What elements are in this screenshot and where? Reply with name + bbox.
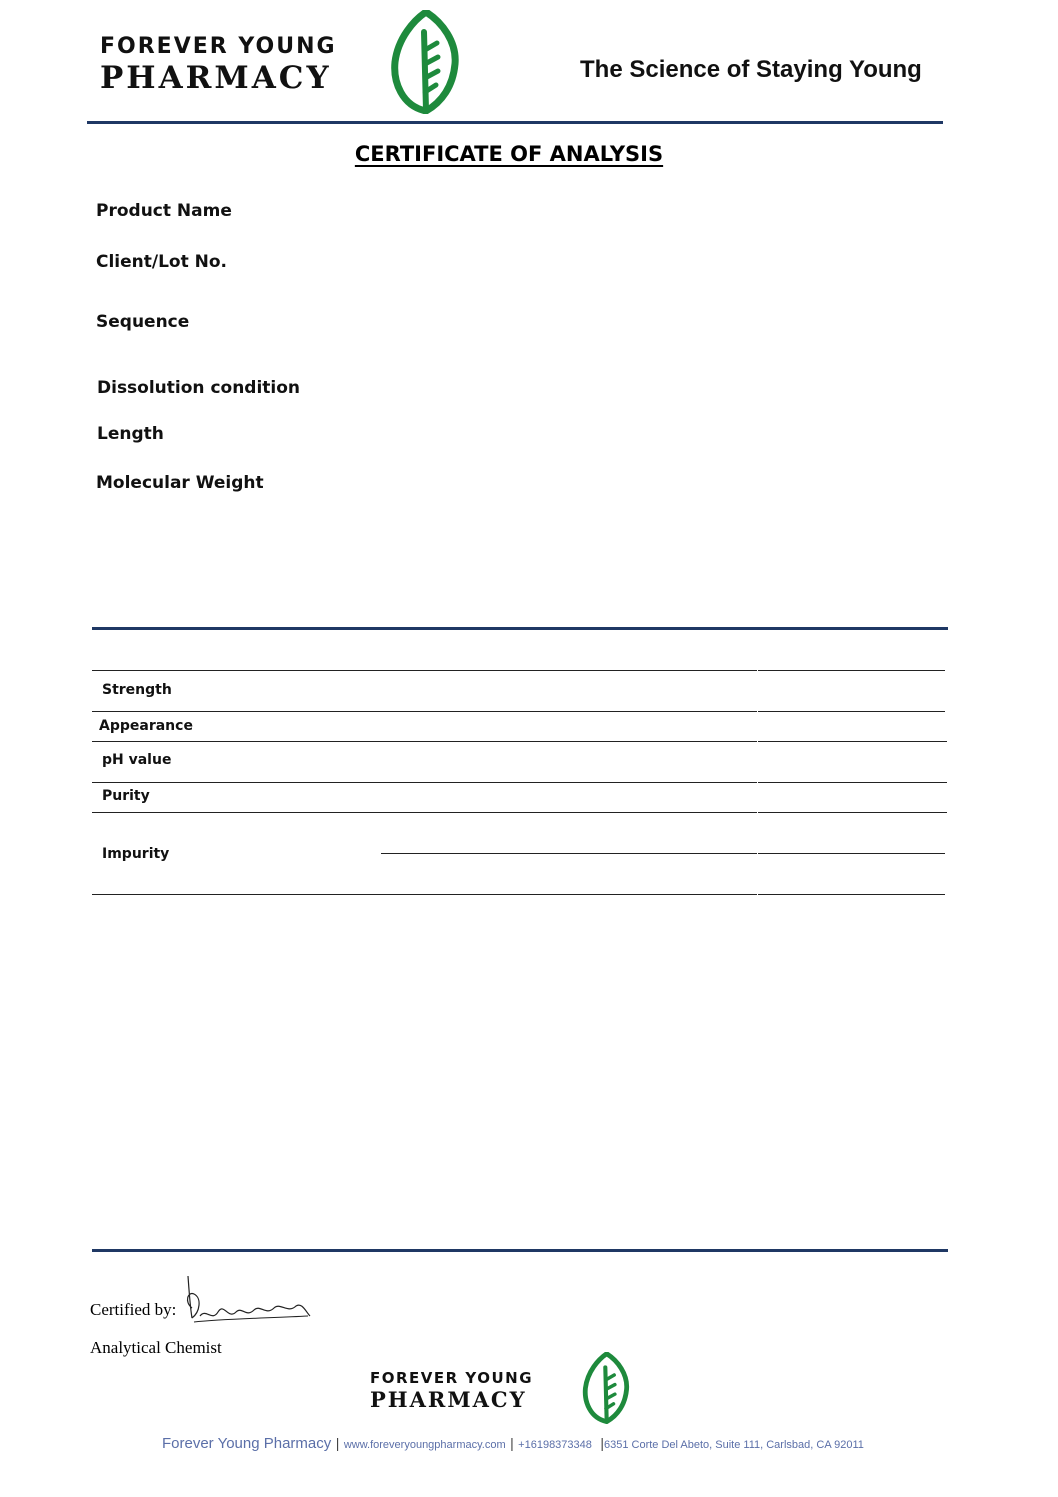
table-rule <box>92 741 757 742</box>
table-rule <box>381 853 757 854</box>
field-client-lot: Client/Lot No. <box>96 252 228 272</box>
table-rule <box>758 812 947 813</box>
leaf-icon <box>582 1352 630 1424</box>
footer-divider <box>92 1249 948 1252</box>
section-divider <box>92 627 948 630</box>
footer-contact <box>162 1435 864 1453</box>
table-rule <box>758 782 947 783</box>
table-row-appearance: Appearance <box>99 718 193 734</box>
footer-separator: | <box>510 1435 514 1451</box>
footer-phone[interactable]: +16198373348 <box>518 1439 592 1451</box>
tagline: The Science of Staying Young <box>580 56 922 83</box>
table-row-impurity: Impurity <box>102 846 170 862</box>
table-row-ph-value: pH value <box>102 752 172 768</box>
table-rule <box>92 894 757 895</box>
document-title <box>0 142 1018 166</box>
field-dissolution-condition: Dissolution condition <box>97 378 301 398</box>
footer-address: 6351 Corte Del Abeto, Suite 111, Carlsbad, CA 92011 <box>603 1439 864 1451</box>
footer-logo <box>370 1352 640 1427</box>
table-rule <box>92 711 757 712</box>
logo-text-line1: FOREVER YOUNG <box>100 34 337 59</box>
footer-logo-text-line2: PHARMACY <box>370 1387 527 1412</box>
footer-separator: | <box>600 1435 604 1451</box>
footer-separator: | <box>335 1435 340 1451</box>
header-divider <box>87 121 943 124</box>
table-row-strength: Strength <box>102 682 172 698</box>
header-logo <box>100 10 470 115</box>
table-rule <box>758 894 945 895</box>
table-rule <box>758 853 945 854</box>
document-title-text: CERTIFICATE OF ANALYSIS <box>354 142 664 166</box>
table-rule <box>758 711 945 712</box>
field-length: Length <box>97 424 164 444</box>
signature <box>180 1272 315 1332</box>
footer-logo-text-line1: FOREVER YOUNG <box>370 1369 534 1387</box>
footer-company: Forever Young Pharmacy <box>162 1435 332 1452</box>
certified-by-label: Certified by: <box>90 1300 177 1319</box>
logo-text-line2: PHARMACY <box>100 60 332 96</box>
field-product-name: Product Name <box>96 201 232 221</box>
table-rule <box>758 741 947 742</box>
table-rule <box>92 812 757 813</box>
table-rule <box>92 782 757 783</box>
table-rule <box>92 670 757 671</box>
leaf-icon <box>390 10 460 114</box>
table-rule <box>758 670 945 671</box>
field-sequence: Sequence <box>96 312 190 332</box>
footer-website-link[interactable]: www.foreveryoungpharmacy.com <box>343 1439 506 1451</box>
field-molecular-weight: Molecular Weight <box>96 473 264 493</box>
table-row-purity: Purity <box>102 788 150 804</box>
analytical-chemist-label: Analytical Chemist <box>90 1338 222 1357</box>
